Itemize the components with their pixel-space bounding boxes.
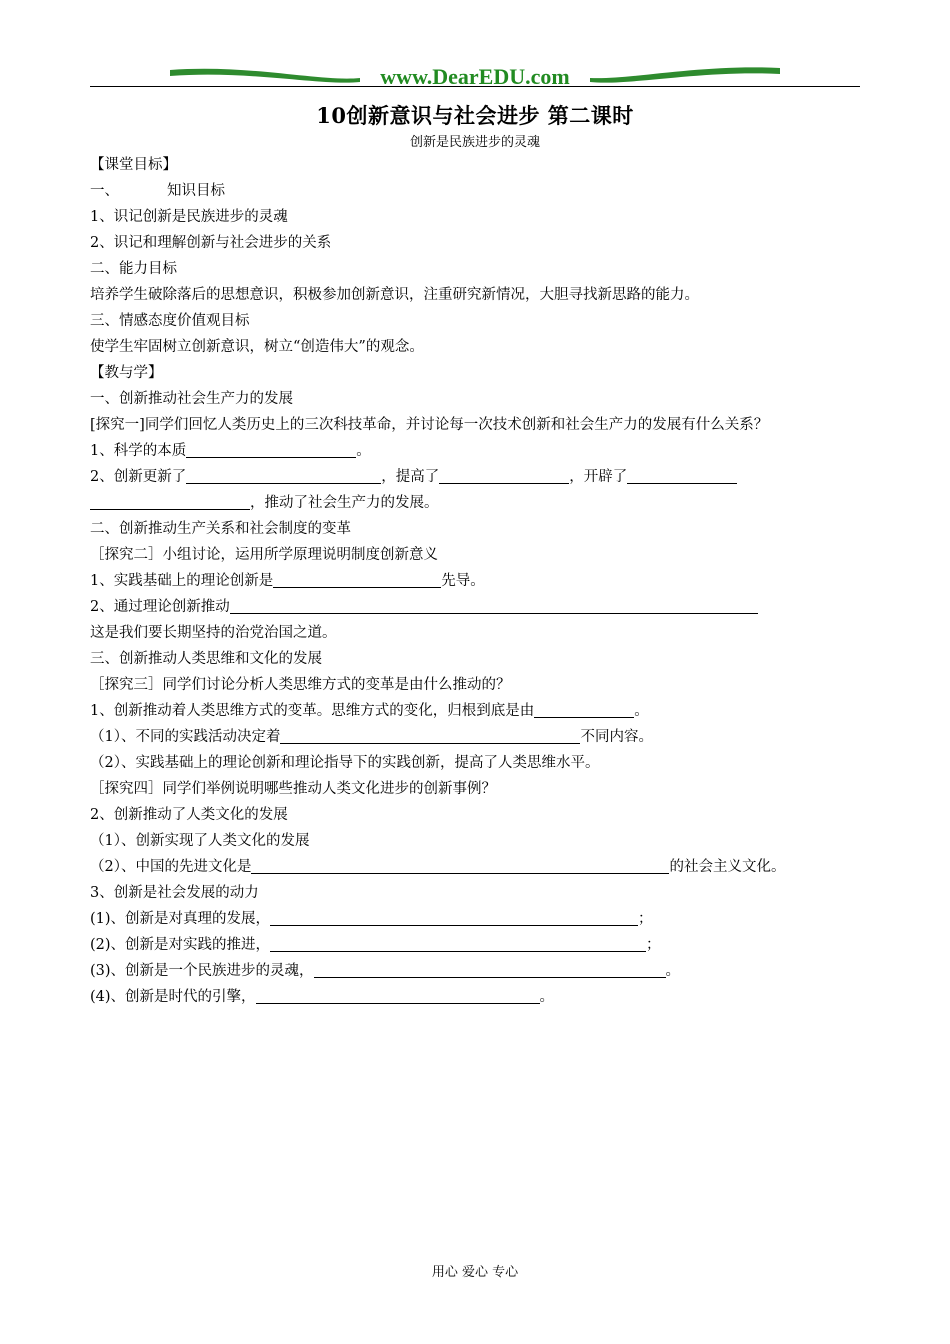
fill-in-line: 2、通过理论创新推动: [90, 594, 880, 620]
text-line: 2、识记和理解创新与社会进步的关系: [90, 235, 332, 251]
inquiry-2: ［探究二］小组讨论，运用所学原理说明制度创新意义: [90, 547, 438, 563]
inquiry-4: ［探究四］同学们举例说明哪些推动人类文化进步的创新事例？: [90, 781, 496, 797]
goal-heading-ability: 二、能力目标: [90, 261, 177, 277]
answer-blank[interactable]: [439, 467, 569, 484]
text-line: 3、创新是社会发展的动力: [90, 885, 259, 901]
answer-blank[interactable]: [270, 935, 646, 952]
page-subtitle: 创新是民族进步的灵魂: [409, 135, 540, 150]
answer-blank[interactable]: [627, 467, 737, 484]
text-line: 2、创新推动了人类文化的发展: [90, 807, 288, 823]
section-heading-goals: 【课堂目标】: [90, 157, 177, 173]
header-logo: [170, 60, 780, 92]
answer-blank[interactable]: [230, 597, 758, 614]
topic-heading-1: 一、创新推动社会生产力的发展: [90, 391, 293, 407]
text-line: 这是我们要长期坚持的治党治国之道。: [90, 625, 337, 641]
fill-in-line: 1、创新推动着人类思维方式的变革。思维方式的变化，归根到底是由 。: [90, 703, 649, 719]
page-title: 10创新意识与社会进步 第二课时: [316, 103, 634, 128]
document-body: [90, 152, 880, 1010]
fill-in-line: ，推动了社会生产力的发展。: [90, 490, 880, 516]
fill-in-line: （2）、中国的先进文化是 的社会主义文化。: [90, 859, 786, 875]
inquiry-1: [探究一]同学们回忆人类历史上的三次科技革命，并讨论每一次技术创新和社会生产力的发展有什么关系？: [90, 417, 769, 433]
text-line: （1）、创新实现了人类文化的发展: [90, 833, 310, 849]
answer-blank[interactable]: [280, 727, 580, 744]
fill-in-line: 2、创新更新了 ，提高了 ，开辟了: [90, 464, 880, 490]
answer-blank[interactable]: [90, 493, 250, 510]
answer-blank[interactable]: [534, 701, 634, 718]
header-rule: [90, 86, 860, 87]
answer-blank[interactable]: [251, 857, 669, 874]
section-heading-teaching: 【教与学】: [90, 365, 163, 381]
fill-in-line: (4)、创新是时代的引擎， 。: [90, 989, 555, 1005]
text-line: （2）、实践基础上的理论创新和理论指导下的实践创新，提高了人类思维水平。: [90, 755, 600, 771]
answer-blank[interactable]: [314, 961, 666, 978]
answer-blank[interactable]: [273, 571, 441, 588]
fill-in-line: 1、科学的本质 。: [90, 443, 371, 459]
text-line: 培养学生破除落后的思想意识，积极参加创新意识，注重研究新情况，大胆寻找新思路的能力。: [90, 287, 699, 303]
text-line: 使学生牢固树立创新意识，树立“创造伟大”的观念。: [90, 339, 424, 355]
goal-heading-emotion: 三、情感态度价值观目标: [90, 313, 250, 329]
text-line: 1、识记创新是民族进步的灵魂: [90, 209, 288, 225]
topic-heading-2: 二、创新推动生产关系和社会制度的变革: [90, 521, 351, 537]
goal-heading-knowledge: 一、 知识目标: [90, 183, 225, 199]
answer-blank[interactable]: [186, 467, 381, 484]
answer-blank[interactable]: [186, 441, 356, 458]
answer-blank[interactable]: [270, 909, 638, 926]
fill-in-line: （1）、不同的实践活动决定着 不同内容。: [90, 729, 653, 745]
topic-heading-3: 三、创新推动人类思维和文化的发展: [90, 651, 322, 667]
page-footer: 用心 爱心 专心: [431, 1265, 519, 1280]
fill-in-line: (2)、创新是对实践的推进， ；: [90, 937, 661, 953]
fill-in-line: (3)、创新是一个民族进步的灵魂， 。: [90, 963, 681, 979]
inquiry-3: ［探究三］同学们讨论分析人类思维方式的变革是由什么推动的？: [90, 677, 511, 693]
logo-text: www.DearEDU.com: [380, 64, 570, 89]
fill-in-line: 1、实践基础上的理论创新是 先导。: [90, 573, 485, 589]
fill-in-line: (1)、创新是对真理的发展， ；: [90, 911, 653, 927]
answer-blank[interactable]: [256, 987, 540, 1004]
